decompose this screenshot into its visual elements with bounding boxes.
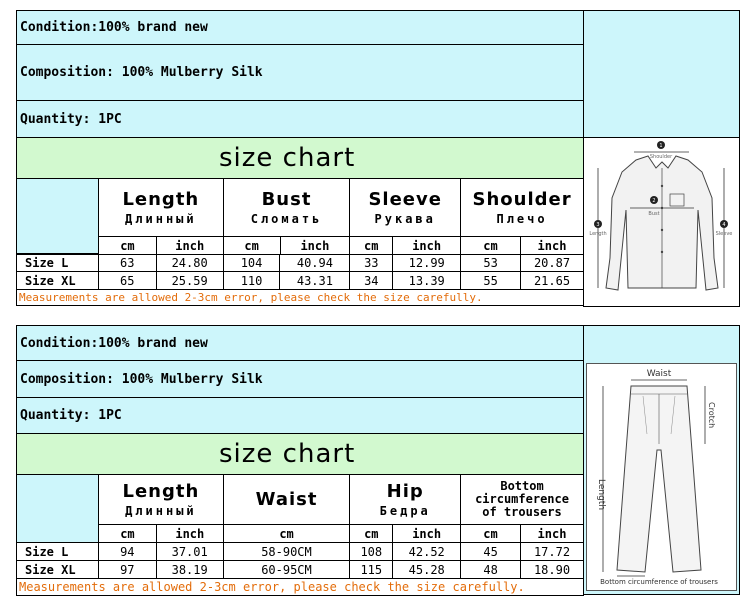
table-cell: 24.80 [156, 255, 223, 272]
unit-cell: inch [520, 237, 583, 255]
table-cell: 97 [98, 561, 156, 579]
bottom-size-table [98, 474, 584, 543]
bottom-size-rows [16, 542, 584, 579]
table-cell: 110 [223, 272, 280, 290]
table-cell: 115 [350, 561, 393, 579]
unit-cell: inch [280, 237, 350, 255]
svg-text:Bust: Bust [648, 211, 660, 217]
hip-header: Hip Бедра [350, 475, 461, 525]
table-cell: 13.39 [393, 272, 461, 290]
svg-text:3: 3 [596, 222, 600, 228]
condition-text: Condition:100% brand new [20, 335, 208, 351]
table-cell: 43.31 [280, 272, 350, 290]
svg-text:Crotch: Crotch [707, 402, 716, 429]
table-cell: 94 [98, 543, 156, 561]
unit-cell: cm [223, 525, 350, 543]
table-cell: 45 [461, 543, 521, 561]
table-cell: 45.28 [393, 561, 461, 579]
table-cell: 108 [350, 543, 393, 561]
unit-cell: inch [156, 237, 223, 255]
trousers-diagram [586, 363, 737, 591]
size-label: Size XL [17, 272, 99, 290]
table-cell: 40.94 [280, 255, 350, 272]
quantity-row [16, 100, 584, 138]
table-cell: 33 [350, 255, 393, 272]
composition-text: Composition: 100% Mulberry Silk [20, 371, 263, 387]
sleeve-header: Sleeve Рукава [350, 179, 461, 237]
unit-cell: inch [393, 525, 461, 543]
table-row [17, 561, 584, 579]
measurement-note-text: Measurements are allowed 2-3cm error, please check the size carefully. [19, 291, 483, 304]
size-label: Size L [17, 543, 99, 561]
table-cell: 53 [461, 255, 521, 272]
table-cell: 25.59 [156, 272, 223, 290]
quantity-text: Quantity: 1PC [20, 111, 122, 127]
length-header: Length Длинный [99, 179, 224, 237]
table-row [17, 543, 584, 561]
shoulder-header: Shoulder Плечо [461, 179, 584, 237]
size-chart-title-text: size chart [219, 439, 356, 469]
unit-cell: cm [99, 525, 157, 543]
quantity-row [16, 397, 584, 434]
size-chart-title [16, 433, 584, 475]
table-cell: 58-90CM [223, 543, 350, 561]
unit-cell: inch [520, 525, 583, 543]
composition-text: Composition: 100% Mulberry Silk [20, 65, 263, 80]
size-label: Size L [17, 255, 99, 272]
size-label: Size XL [17, 561, 99, 579]
measurement-note-text: Measurements are allowed 2-3cm error, please check the size carefully. [19, 580, 525, 594]
size-chart-title [16, 137, 584, 179]
svg-text:Sleeve: Sleeve [715, 231, 733, 237]
waist-header: Waist [223, 475, 350, 525]
unit-cell: cm [223, 237, 280, 255]
size-chart-title-text: size chart [219, 143, 356, 173]
svg-text:1: 1 [659, 143, 663, 149]
composition-row [16, 44, 584, 101]
shirt-illustration [584, 138, 739, 306]
length-header: Length Длинный [99, 475, 224, 525]
condition-row [16, 325, 584, 361]
table-row [17, 255, 584, 272]
condition-text: Condition:100% brand new [20, 20, 208, 35]
table-cell: 42.52 [393, 543, 461, 561]
svg-text:Bottom circumference of trouse: Bottom circumference of trousers [600, 578, 718, 586]
table-cell: 20.87 [521, 255, 584, 272]
svg-text:2: 2 [652, 198, 656, 204]
table-row [17, 272, 584, 290]
unit-cell: cm [350, 237, 393, 255]
unit-cell: cm [461, 237, 521, 255]
bottom-circumference-header: Bottom circumference of trousers [461, 475, 584, 525]
measurement-note [16, 578, 584, 596]
unit-cell: cm [99, 237, 157, 255]
image-panel-header [583, 10, 740, 138]
table-cell: 104 [223, 255, 280, 272]
svg-text:Length: Length [596, 479, 606, 511]
table-cell: 17.72 [521, 543, 584, 561]
table-cell: 38.19 [156, 561, 223, 579]
table-cell: 34 [350, 272, 393, 290]
table-cell: 12.99 [393, 255, 461, 272]
svg-text:Waist: Waist [646, 369, 672, 379]
svg-text:Length: Length [589, 231, 607, 237]
table-cell: 37.01 [156, 543, 223, 561]
table-cell: 55 [461, 272, 521, 290]
table-cell: 21.65 [521, 272, 584, 290]
top-size-rows [16, 254, 584, 290]
unit-cell: cm [350, 525, 393, 543]
table-cell: 18.90 [521, 561, 584, 579]
unit-cell: inch [156, 525, 223, 543]
unit-cell: cm [461, 525, 521, 543]
table-cell: 60-95CM [223, 561, 350, 579]
measurement-note [16, 289, 584, 306]
table-corner [16, 178, 99, 254]
svg-text:Shoulder: Shoulder [649, 154, 673, 160]
condition-row [16, 10, 584, 45]
table-cell: 65 [98, 272, 156, 290]
top-size-table [98, 178, 584, 255]
quantity-text: Quantity: 1PC [20, 408, 122, 423]
bust-header: Bust Сломать [223, 179, 350, 237]
trousers-illustration [587, 364, 736, 590]
composition-row [16, 360, 584, 398]
shirt-diagram [583, 137, 740, 307]
unit-cell: inch [393, 237, 461, 255]
table-corner [16, 474, 99, 543]
svg-text:4: 4 [722, 222, 726, 228]
table-cell: 63 [98, 255, 156, 272]
table-cell: 48 [461, 561, 521, 579]
